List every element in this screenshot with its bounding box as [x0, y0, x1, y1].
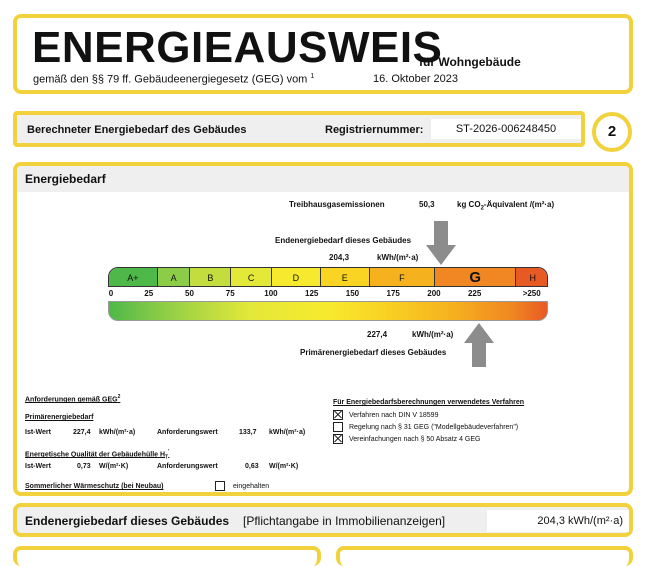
envelope-ist-value: 0,73 — [77, 463, 91, 470]
scale-class-d: D — [272, 268, 321, 287]
scale-class-h: H — [516, 268, 548, 287]
footer-value: 204,3 kWh/(m²·a) — [487, 510, 629, 532]
methods-title: Für Energiebedarfsberechnungen verwendetes Verfahren — [333, 399, 525, 406]
primary-ist-value: 227,4 — [73, 429, 91, 436]
scale-class-a-plus: A+ — [109, 268, 158, 287]
method-option-simplified[interactable]: Vereinfachungen nach § 50 Absatz 4 GEG — [333, 434, 481, 444]
method-model-checkbox[interactable] — [333, 422, 343, 432]
primary-anf-value: 133,7 — [239, 429, 257, 436]
scale-tick-label: 150 — [345, 289, 360, 298]
requirements-title: Anforderungen gemäß GEG$^2$ — [25, 394, 121, 404]
scale-class-g: G — [435, 268, 516, 287]
registration-bar — [13, 111, 585, 147]
registration-label: Registriernummer: — [325, 124, 424, 136]
scale-tick-label: 200 — [427, 289, 441, 298]
ghg-unit: kg $CO_2$-Äquivalent /(m²·a) — [457, 200, 555, 212]
bar-title: Berechneter Energiebedarf des Gebäudes — [27, 124, 247, 136]
section-title-bar — [17, 166, 629, 192]
scale-tick-label: 100 — [264, 289, 278, 298]
footer-note: [Pflichtangabe in Immobilienanzeigen] — [243, 514, 446, 528]
scale-tick-label: 0 — [108, 289, 114, 298]
scale-tick-label: >250 — [522, 289, 541, 298]
scale-tick-label: 125 — [305, 289, 319, 298]
scale-tick-label: 225 — [467, 289, 482, 298]
scale-class-a: A — [158, 268, 191, 287]
scale-tick-label: 175 — [386, 289, 400, 298]
primary-energy-value: 227,4 — [367, 330, 388, 339]
scale-tick-label: 25 — [144, 289, 154, 298]
energy-scale — [108, 267, 548, 327]
primary-energy-unit: kWh/(m²·a) — [412, 330, 454, 339]
method-option-din[interactable]: Verfahren nach DIN V 18599 — [333, 410, 438, 420]
registration-number: ST-2026-006248450 — [431, 119, 581, 139]
primary-energy-arrow-icon — [464, 323, 494, 367]
scale-gradient-bar — [108, 301, 548, 321]
envelope-anf-value: 0,63 — [245, 463, 259, 470]
final-energy-value: 204,3 — [329, 253, 350, 262]
summer-option-label: eingehalten — [232, 482, 270, 490]
envelope-ist-label: Ist-Wert — [25, 463, 51, 470]
scale-tick-label: 50 — [185, 289, 194, 298]
scale-class-b: B — [190, 268, 231, 287]
section-title: Energiebedarf — [25, 172, 106, 186]
final-energy-arrow-icon — [426, 221, 456, 265]
primary-requirement-heading: Primärenergiebedarf — [25, 414, 94, 421]
envelope-quality-heading: Energetische Qualität der Gebäudehülle $H_T'$ — [25, 449, 170, 461]
scale-class-f: F — [370, 268, 435, 287]
method-option-model[interactable]: Regelung nach § 31 GEG ("Modellgebäudeverfahren") — [333, 422, 518, 432]
scale-class-bar — [108, 267, 548, 287]
next-box-right — [336, 546, 633, 566]
summer-protection-option[interactable] — [215, 481, 269, 491]
scale-tick-label: 75 — [225, 289, 235, 298]
issue-date: 16. Oktober 2023 — [373, 73, 459, 85]
document-title: ENERGIEAUSWEIS — [32, 23, 443, 72]
primary-ist-label: Ist-Wert — [25, 429, 51, 436]
primary-ist-unit: kWh/(m²·a) — [99, 429, 136, 436]
scale-class-c: C — [231, 268, 272, 287]
footer-label: Endenergiebedarf dieses Gebäudes — [25, 514, 230, 528]
envelope-anf-unit: W/(m²·K) — [269, 463, 299, 470]
footnote-marker: 1 — [310, 73, 315, 80]
ghg-value: 50,3 — [419, 200, 435, 209]
ghg-label: Treibhausgasemissionen — [289, 200, 385, 209]
envelope-anf-label: Anforderungswert — [157, 463, 218, 470]
envelope-ist-unit: W/(m²·K) — [99, 463, 129, 470]
summer-checkbox[interactable] — [215, 481, 225, 491]
legal-basis: gemäß den §§ 79 ff. Gebäudeenergiegesetz (GEG) vom $^1$ — [33, 73, 315, 86]
final-energy-footer — [13, 503, 633, 537]
document-subtitle: für Wohngebäude — [419, 55, 521, 69]
page-number-badge: 2 — [592, 112, 632, 152]
primary-anf-label: Anforderungswert — [157, 429, 218, 436]
final-energy-unit: kWh/(m²·a) — [377, 253, 419, 262]
method-din-checkbox[interactable] — [333, 410, 343, 420]
energy-demand-box — [13, 162, 633, 496]
header-box — [13, 14, 633, 94]
scale-class-e: E — [321, 268, 370, 287]
method-simplified-checkbox[interactable] — [333, 434, 343, 444]
final-energy-label: Endenergiebedarf dieses Gebäudes — [275, 236, 412, 245]
primary-energy-label: Primärenergiebedarf dieses Gebäudes — [300, 348, 447, 357]
next-box-left — [13, 546, 321, 566]
summer-protection-label: Sommerlicher Wärmeschutz (bei Neubau) — [25, 483, 164, 490]
primary-anf-unit: kWh/(m²·a) — [269, 429, 306, 436]
